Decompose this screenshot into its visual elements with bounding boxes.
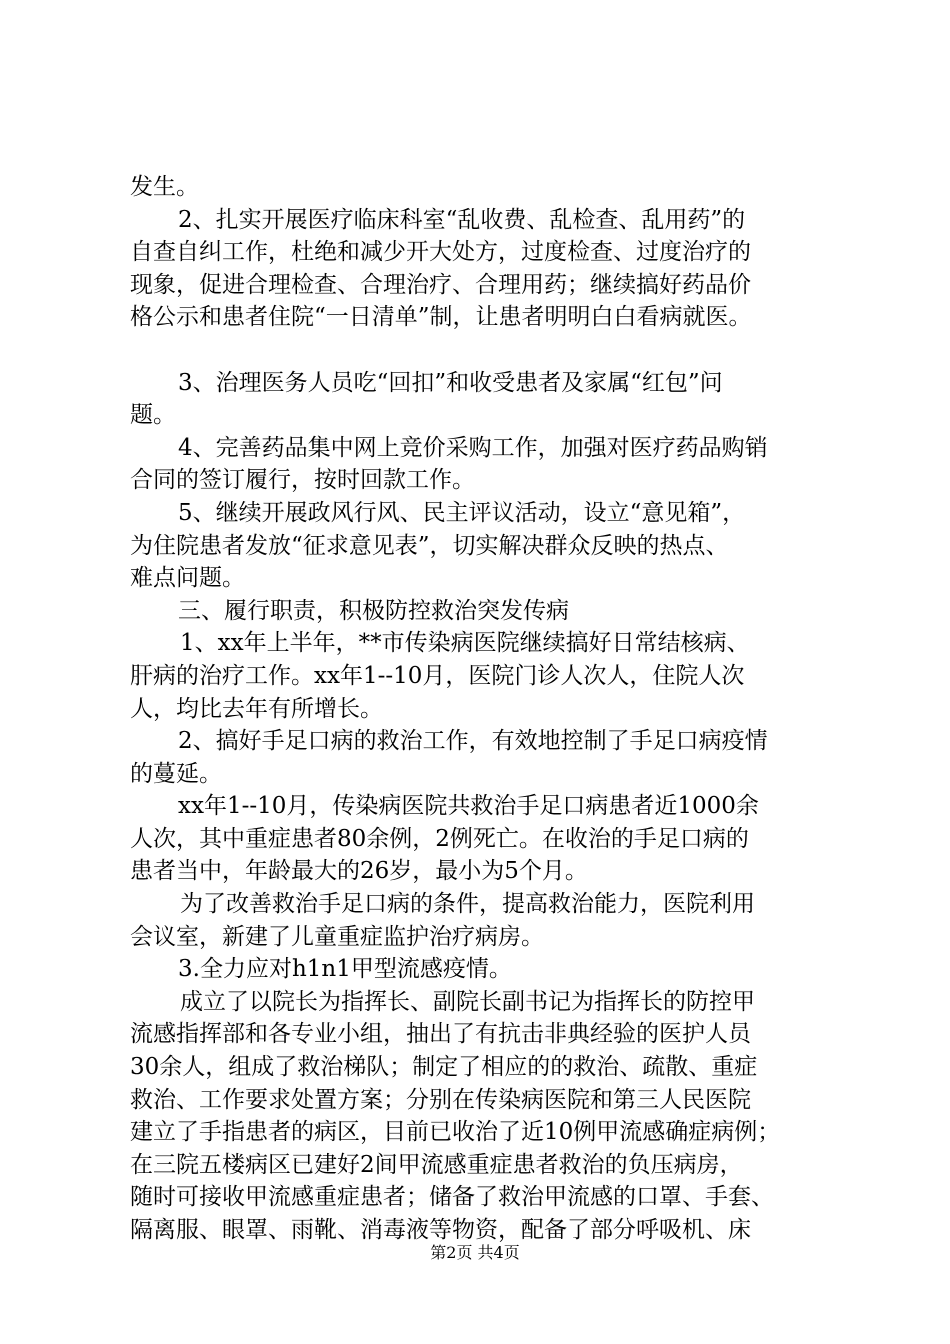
text-line: 流感指挥部和各专业小组，抽出了有抗击非典经验的医护人员 <box>130 1021 751 1048</box>
text-line: 患者当中，年龄最大的26岁，最小为5个月。 <box>130 858 588 885</box>
text-line: 4、完善药品集中网上竞价采购工作，加强对医疗药品购销 <box>178 434 768 461</box>
text-line: 成立了以院长为指挥长、副院长副书记为指挥长的防控甲 <box>180 988 755 1015</box>
text-line: 1、xx年上半年，**市传染病医院继续搞好日常结核病、 <box>180 630 750 657</box>
text-line: 格公示和患者住院“一日清单”制，让患者明明白白看病就医。 <box>130 304 752 331</box>
text-line: 难点问题。 <box>130 565 245 592</box>
text-line: 2、搞好手足口病的救治工作，有效地控制了手足口病疫情 <box>178 728 768 755</box>
document-body <box>130 171 850 1247</box>
text-line: 随时可接收甲流感重症患者；储备了救治甲流感的口罩、手套、 <box>130 1184 774 1211</box>
blank-line <box>130 334 850 367</box>
text-line: 5、继续开展政风行风、民主评议活动，设立“意见箱”， <box>178 499 746 526</box>
text-line: 在三院五楼病区已建好2间甲流感重症患者救治的负压病房， <box>130 1151 743 1178</box>
text-line: 3.全力应对h1n1甲型流感疫情。 <box>178 956 512 983</box>
page-footer: 第2页 共4页 <box>430 1243 520 1262</box>
text-line: 发生。 <box>130 174 199 200</box>
text-line: 肝病的治疗工作。xx年1--10月，医院门诊人次人，住院人次 <box>130 662 745 689</box>
text-line: 为了改善救治手足口病的条件，提高救治能力，医院利用 <box>180 891 755 918</box>
text-line: 为住院患者发放“征求意见表”，切实解决群众反映的热点、 <box>130 532 729 559</box>
text-line: 3、治理医务人员吃“回扣”和收受患者及家属“红包”问 <box>178 369 723 396</box>
text-line: 合同的签订履行，按时回款工作。 <box>130 467 475 494</box>
text-line: 救治、工作要求处置方案；分别在传染病医院和第三人民医院 <box>130 1086 751 1113</box>
text-line: 2、扎实开展医疗临床科室“乱收费、乱检查、乱用药”的 <box>178 206 746 233</box>
text-line: 30余人，组成了救治梯队；制定了相应的的救治、疏散、重症 <box>130 1054 758 1081</box>
text-line: 人次，其中重症患者80余例，2例死亡。在收治的手足口病的 <box>130 825 749 852</box>
text-line: 自查自纠工作，杜绝和减少开大处方，过度检查、过度治疗的 <box>130 239 751 266</box>
text-line: 隔离服、眼罩、雨靴、消毒液等物资，配备了部分呼吸机、床 <box>130 1217 751 1243</box>
text-line: 人，均比去年有所增长。 <box>130 695 383 722</box>
text-line: 现象，促进合理检查、合理治疗、合理用药；继续搞好药品价 <box>130 271 751 298</box>
text-line: 会议室，新建了儿童重症监护治疗病房。 <box>130 923 544 950</box>
text-line: 的蔓延。 <box>130 760 222 787</box>
text-line: 题。 <box>130 402 176 429</box>
text-line: 三、履行职责，积极防控救治突发传病 <box>178 597 569 624</box>
text-line: xx年1--10月，传染病医院共救治手足口病患者近1000余 <box>178 793 759 820</box>
text-line: 建立了手指患者的病区，目前已收治了近10例甲流感确症病例； <box>130 1119 781 1146</box>
